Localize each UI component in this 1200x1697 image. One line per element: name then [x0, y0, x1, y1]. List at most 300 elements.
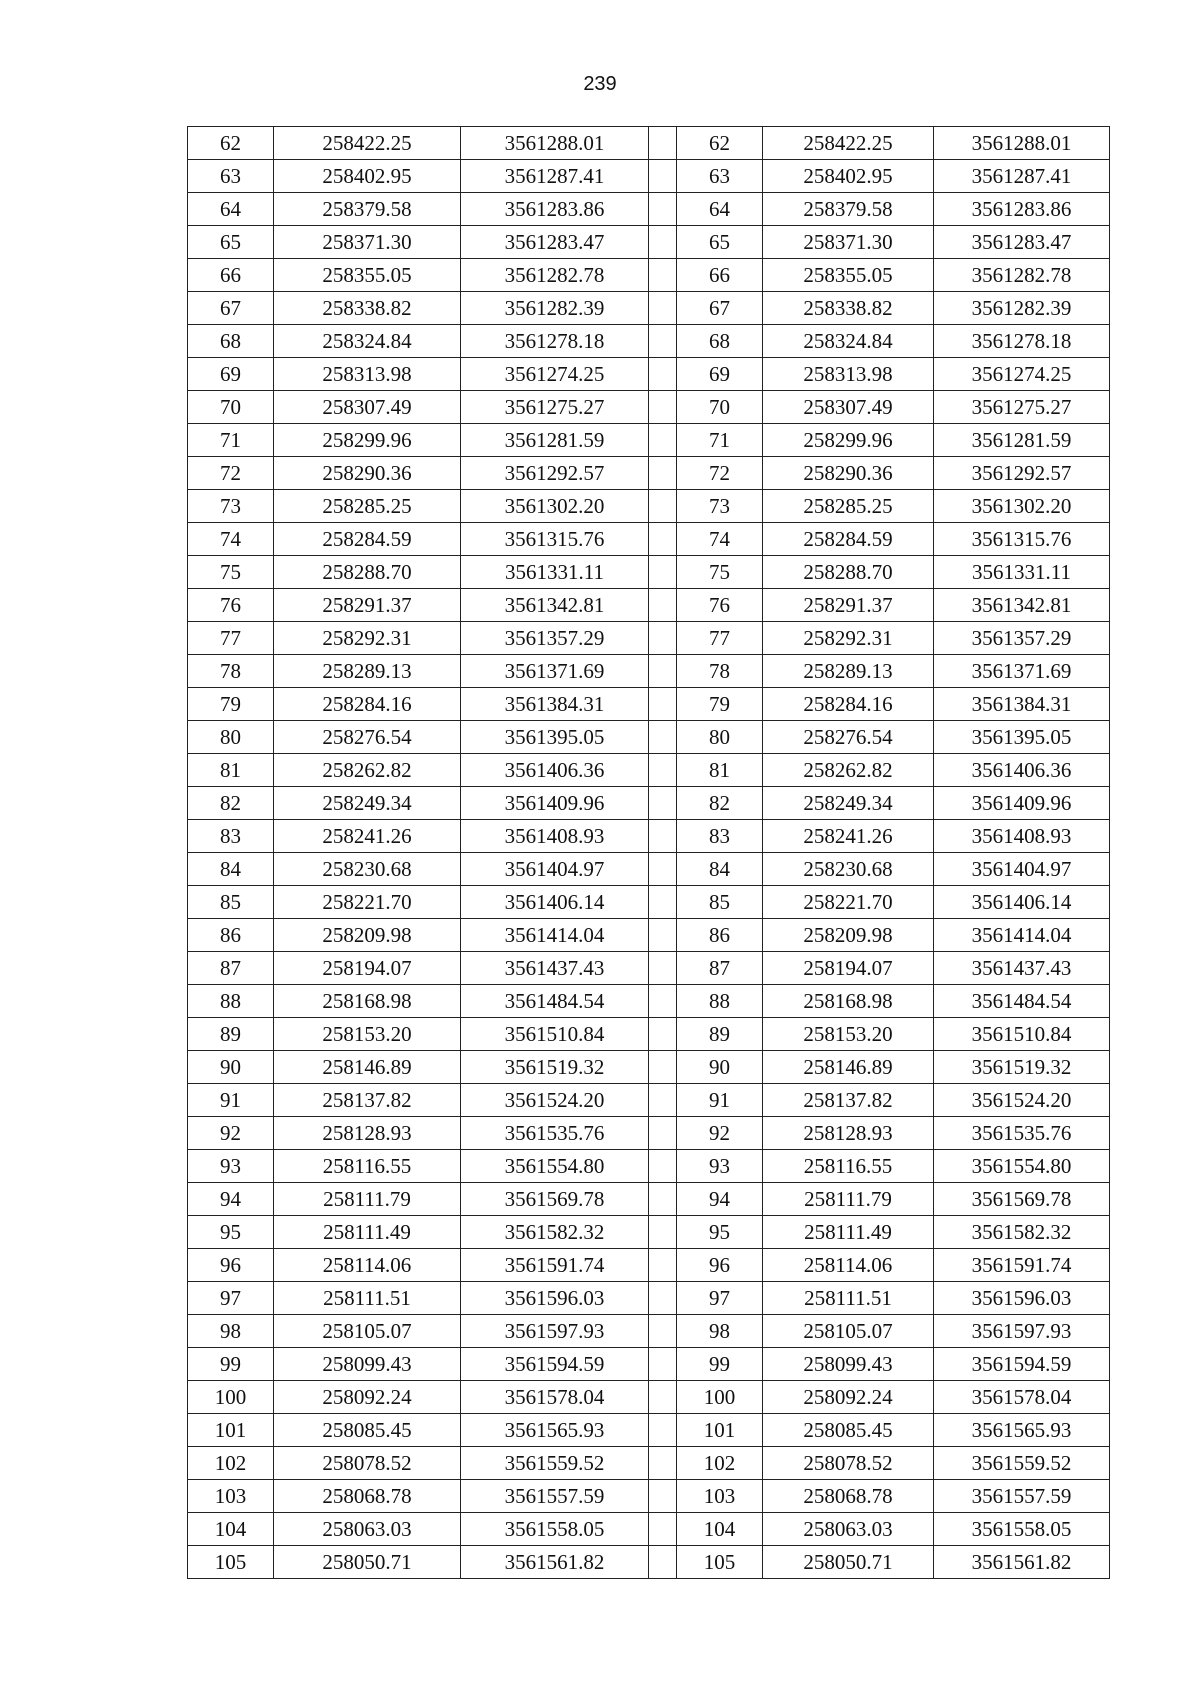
cell-right-x: 258284.16	[763, 688, 934, 721]
cell-left-no: 104	[188, 1513, 274, 1546]
table-row	[188, 655, 1110, 688]
table-row	[188, 1117, 1110, 1150]
cell-gap	[649, 457, 677, 490]
cell-right-no: 67	[677, 292, 763, 325]
cell-right-x: 258355.05	[763, 259, 934, 292]
cell-left-x: 258299.96	[274, 424, 461, 457]
table-row	[188, 259, 1110, 292]
cell-right-no: 99	[677, 1348, 763, 1381]
cell-left-y: 3561315.76	[461, 523, 649, 556]
cell-right-no: 83	[677, 820, 763, 853]
cell-left-y: 3561524.20	[461, 1084, 649, 1117]
cell-gap	[649, 358, 677, 391]
cell-left-no: 64	[188, 193, 274, 226]
cell-left-no: 70	[188, 391, 274, 424]
cell-left-x: 258371.30	[274, 226, 461, 259]
cell-right-x: 258194.07	[763, 952, 934, 985]
table-row	[188, 490, 1110, 523]
cell-right-y: 3561302.20	[934, 490, 1110, 523]
cell-left-x: 258111.49	[274, 1216, 461, 1249]
cell-left-y: 3561406.36	[461, 754, 649, 787]
cell-gap	[649, 886, 677, 919]
cell-left-x: 258137.82	[274, 1084, 461, 1117]
cell-gap	[649, 1249, 677, 1282]
cell-left-no: 96	[188, 1249, 274, 1282]
cell-gap	[649, 259, 677, 292]
cell-right-y: 3561519.32	[934, 1051, 1110, 1084]
cell-left-no: 102	[188, 1447, 274, 1480]
cell-right-y: 3561484.54	[934, 985, 1110, 1018]
cell-left-y: 3561302.20	[461, 490, 649, 523]
cell-left-x: 258092.24	[274, 1381, 461, 1414]
cell-left-x: 258284.16	[274, 688, 461, 721]
cell-right-y: 3561274.25	[934, 358, 1110, 391]
cell-left-y: 3561437.43	[461, 952, 649, 985]
cell-left-no: 72	[188, 457, 274, 490]
cell-right-x: 258116.55	[763, 1150, 934, 1183]
cell-left-y: 3561569.78	[461, 1183, 649, 1216]
cell-right-no: 72	[677, 457, 763, 490]
table-row	[188, 1249, 1110, 1282]
cell-right-y: 3561557.59	[934, 1480, 1110, 1513]
cell-left-x: 258063.03	[274, 1513, 461, 1546]
cell-left-x: 258116.55	[274, 1150, 461, 1183]
cell-right-y: 3561561.82	[934, 1546, 1110, 1579]
cell-left-y: 3561384.31	[461, 688, 649, 721]
cell-right-no: 84	[677, 853, 763, 886]
cell-right-no: 71	[677, 424, 763, 457]
cell-left-y: 3561596.03	[461, 1282, 649, 1315]
cell-left-y: 3561274.25	[461, 358, 649, 391]
cell-right-x: 258285.25	[763, 490, 934, 523]
cell-left-no: 76	[188, 589, 274, 622]
cell-right-no: 78	[677, 655, 763, 688]
cell-right-y: 3561594.59	[934, 1348, 1110, 1381]
cell-right-y: 3561283.47	[934, 226, 1110, 259]
cell-left-x: 258288.70	[274, 556, 461, 589]
cell-left-no: 89	[188, 1018, 274, 1051]
cell-right-x: 258063.03	[763, 1513, 934, 1546]
cell-left-no: 81	[188, 754, 274, 787]
table-row	[188, 886, 1110, 919]
cell-left-x: 258379.58	[274, 193, 461, 226]
table-row	[188, 721, 1110, 754]
table-row	[188, 358, 1110, 391]
table-row	[188, 952, 1110, 985]
cell-right-x: 258289.13	[763, 655, 934, 688]
cell-gap	[649, 193, 677, 226]
cell-left-no: 101	[188, 1414, 274, 1447]
cell-right-x: 258105.07	[763, 1315, 934, 1348]
cell-gap	[649, 952, 677, 985]
cell-right-x: 258288.70	[763, 556, 934, 589]
cell-right-x: 258111.51	[763, 1282, 934, 1315]
cell-gap	[649, 160, 677, 193]
cell-right-x: 258284.59	[763, 523, 934, 556]
cell-left-no: 99	[188, 1348, 274, 1381]
cell-left-x: 258230.68	[274, 853, 461, 886]
table-row	[188, 1282, 1110, 1315]
cell-left-x: 258313.98	[274, 358, 461, 391]
cell-right-y: 3561404.97	[934, 853, 1110, 886]
cell-left-y: 3561408.93	[461, 820, 649, 853]
cell-right-x: 258402.95	[763, 160, 934, 193]
cell-right-y: 3561578.04	[934, 1381, 1110, 1414]
cell-left-no: 83	[188, 820, 274, 853]
cell-gap	[649, 853, 677, 886]
cell-left-x: 258111.51	[274, 1282, 461, 1315]
cell-right-x: 258168.98	[763, 985, 934, 1018]
cell-left-y: 3561288.01	[461, 127, 649, 160]
cell-right-y: 3561437.43	[934, 952, 1110, 985]
cell-left-x: 258128.93	[274, 1117, 461, 1150]
cell-right-y: 3561406.14	[934, 886, 1110, 919]
cell-right-no: 97	[677, 1282, 763, 1315]
cell-left-x: 258050.71	[274, 1546, 461, 1579]
cell-gap	[649, 1051, 677, 1084]
cell-gap	[649, 1183, 677, 1216]
cell-left-y: 3561591.74	[461, 1249, 649, 1282]
cell-left-x: 258099.43	[274, 1348, 461, 1381]
cell-left-no: 100	[188, 1381, 274, 1414]
cell-right-no: 89	[677, 1018, 763, 1051]
cell-left-x: 258422.25	[274, 127, 461, 160]
cell-right-y: 3561524.20	[934, 1084, 1110, 1117]
cell-right-y: 3561597.93	[934, 1315, 1110, 1348]
cell-left-y: 3561282.78	[461, 259, 649, 292]
cell-left-x: 258249.34	[274, 787, 461, 820]
cell-left-y: 3561554.80	[461, 1150, 649, 1183]
cell-right-no: 69	[677, 358, 763, 391]
cell-right-no: 77	[677, 622, 763, 655]
cell-left-y: 3561283.86	[461, 193, 649, 226]
table-row	[188, 391, 1110, 424]
cell-left-y: 3561371.69	[461, 655, 649, 688]
cell-left-y: 3561395.05	[461, 721, 649, 754]
cell-left-no: 63	[188, 160, 274, 193]
cell-left-x: 258292.31	[274, 622, 461, 655]
cell-right-no: 66	[677, 259, 763, 292]
cell-right-no: 76	[677, 589, 763, 622]
table-row	[188, 1447, 1110, 1480]
cell-right-no: 95	[677, 1216, 763, 1249]
cell-right-no: 86	[677, 919, 763, 952]
cell-right-y: 3561282.39	[934, 292, 1110, 325]
cell-right-x: 258249.34	[763, 787, 934, 820]
table-row	[188, 1513, 1110, 1546]
cell-gap	[649, 589, 677, 622]
cell-right-no: 87	[677, 952, 763, 985]
cell-right-no: 80	[677, 721, 763, 754]
cell-right-y: 3561342.81	[934, 589, 1110, 622]
cell-right-y: 3561554.80	[934, 1150, 1110, 1183]
cell-right-x: 258111.49	[763, 1216, 934, 1249]
table-row	[188, 523, 1110, 556]
cell-left-no: 82	[188, 787, 274, 820]
cell-right-x: 258307.49	[763, 391, 934, 424]
cell-left-y: 3561275.27	[461, 391, 649, 424]
cell-left-x: 258078.52	[274, 1447, 461, 1480]
cell-right-y: 3561558.05	[934, 1513, 1110, 1546]
cell-right-no: 75	[677, 556, 763, 589]
cell-left-y: 3561558.05	[461, 1513, 649, 1546]
cell-right-x: 258128.93	[763, 1117, 934, 1150]
cell-gap	[649, 1546, 677, 1579]
cell-left-x: 258194.07	[274, 952, 461, 985]
cell-left-y: 3561559.52	[461, 1447, 649, 1480]
table-row	[188, 1381, 1110, 1414]
cell-left-y: 3561287.41	[461, 160, 649, 193]
cell-gap	[649, 1381, 677, 1414]
cell-left-x: 258068.78	[274, 1480, 461, 1513]
cell-left-x: 258241.26	[274, 820, 461, 853]
cell-right-x: 258291.37	[763, 589, 934, 622]
cell-gap	[649, 1513, 677, 1546]
cell-gap	[649, 1414, 677, 1447]
coordinates-table-body	[188, 127, 1110, 1579]
table-row	[188, 424, 1110, 457]
table-row	[188, 919, 1110, 952]
cell-right-y: 3561281.59	[934, 424, 1110, 457]
table-row	[188, 1084, 1110, 1117]
cell-right-no: 73	[677, 490, 763, 523]
cell-right-x: 258111.79	[763, 1183, 934, 1216]
table-row	[188, 457, 1110, 490]
cell-right-y: 3561414.04	[934, 919, 1110, 952]
table-row	[188, 193, 1110, 226]
cell-right-y: 3561569.78	[934, 1183, 1110, 1216]
cell-right-no: 94	[677, 1183, 763, 1216]
cell-right-no: 79	[677, 688, 763, 721]
table-row	[188, 325, 1110, 358]
cell-left-no: 92	[188, 1117, 274, 1150]
cell-left-y: 3561597.93	[461, 1315, 649, 1348]
cell-right-no: 96	[677, 1249, 763, 1282]
cell-right-y: 3561384.31	[934, 688, 1110, 721]
cell-gap	[649, 919, 677, 952]
cell-gap	[649, 688, 677, 721]
cell-right-y: 3561287.41	[934, 160, 1110, 193]
cell-left-y: 3561582.32	[461, 1216, 649, 1249]
cell-left-x: 258168.98	[274, 985, 461, 1018]
cell-left-y: 3561404.97	[461, 853, 649, 886]
cell-right-y: 3561371.69	[934, 655, 1110, 688]
cell-left-y: 3561535.76	[461, 1117, 649, 1150]
cell-gap	[649, 1018, 677, 1051]
cell-right-x: 258276.54	[763, 721, 934, 754]
cell-right-no: 93	[677, 1150, 763, 1183]
cell-left-y: 3561484.54	[461, 985, 649, 1018]
cell-left-y: 3561409.96	[461, 787, 649, 820]
cell-left-y: 3561278.18	[461, 325, 649, 358]
cell-left-y: 3561357.29	[461, 622, 649, 655]
table-row	[188, 1546, 1110, 1579]
cell-gap	[649, 1348, 677, 1381]
cell-left-y: 3561557.59	[461, 1480, 649, 1513]
cell-right-x: 258379.58	[763, 193, 934, 226]
table-row	[188, 1480, 1110, 1513]
cell-left-no: 97	[188, 1282, 274, 1315]
cell-right-y: 3561278.18	[934, 325, 1110, 358]
cell-left-x: 258291.37	[274, 589, 461, 622]
cell-right-x: 258262.82	[763, 754, 934, 787]
cell-left-x: 258307.49	[274, 391, 461, 424]
cell-left-y: 3561578.04	[461, 1381, 649, 1414]
cell-gap	[649, 490, 677, 523]
cell-left-x: 258285.25	[274, 490, 461, 523]
cell-right-x: 258230.68	[763, 853, 934, 886]
cell-right-x: 258290.36	[763, 457, 934, 490]
cell-gap	[649, 985, 677, 1018]
cell-right-y: 3561406.36	[934, 754, 1110, 787]
cell-left-y: 3561510.84	[461, 1018, 649, 1051]
table-row	[188, 1183, 1110, 1216]
cell-right-y: 3561315.76	[934, 523, 1110, 556]
table-row	[188, 292, 1110, 325]
cell-right-x: 258299.96	[763, 424, 934, 457]
cell-left-x: 258338.82	[274, 292, 461, 325]
table-row	[188, 1051, 1110, 1084]
cell-gap	[649, 424, 677, 457]
cell-gap	[649, 1447, 677, 1480]
cell-left-no: 74	[188, 523, 274, 556]
cell-right-x: 258338.82	[763, 292, 934, 325]
table-row	[188, 787, 1110, 820]
cell-left-y: 3561565.93	[461, 1414, 649, 1447]
cell-left-y: 3561282.39	[461, 292, 649, 325]
cell-left-no: 77	[188, 622, 274, 655]
cell-right-x: 258221.70	[763, 886, 934, 919]
cell-left-y: 3561594.59	[461, 1348, 649, 1381]
cell-gap	[649, 391, 677, 424]
cell-gap	[649, 1315, 677, 1348]
cell-left-no: 67	[188, 292, 274, 325]
cell-right-x: 258209.98	[763, 919, 934, 952]
cell-left-no: 79	[188, 688, 274, 721]
cell-gap	[649, 655, 677, 688]
cell-left-no: 86	[188, 919, 274, 952]
cell-right-y: 3561409.96	[934, 787, 1110, 820]
cell-left-no: 78	[188, 655, 274, 688]
cell-right-no: 90	[677, 1051, 763, 1084]
cell-right-y: 3561283.86	[934, 193, 1110, 226]
cell-left-no: 105	[188, 1546, 274, 1579]
cell-left-x: 258290.36	[274, 457, 461, 490]
cell-right-x: 258371.30	[763, 226, 934, 259]
cell-right-x: 258137.82	[763, 1084, 934, 1117]
cell-right-y: 3561275.27	[934, 391, 1110, 424]
cell-right-y: 3561331.11	[934, 556, 1110, 589]
cell-left-no: 80	[188, 721, 274, 754]
cell-left-no: 85	[188, 886, 274, 919]
cell-right-y: 3561395.05	[934, 721, 1110, 754]
table-row	[188, 1348, 1110, 1381]
cell-left-x: 258114.06	[274, 1249, 461, 1282]
cell-left-no: 75	[188, 556, 274, 589]
cell-left-no: 91	[188, 1084, 274, 1117]
coordinates-table	[187, 126, 1110, 1579]
cell-right-x: 258324.84	[763, 325, 934, 358]
cell-left-x: 258355.05	[274, 259, 461, 292]
cell-left-no: 98	[188, 1315, 274, 1348]
cell-left-y: 3561281.59	[461, 424, 649, 457]
table-row	[188, 127, 1110, 160]
cell-right-no: 102	[677, 1447, 763, 1480]
cell-gap	[649, 226, 677, 259]
cell-right-no: 62	[677, 127, 763, 160]
cell-right-no: 85	[677, 886, 763, 919]
cell-gap	[649, 1150, 677, 1183]
cell-right-x: 258114.06	[763, 1249, 934, 1282]
table-row	[188, 985, 1110, 1018]
cell-right-x: 258422.25	[763, 127, 934, 160]
cell-right-y: 3561582.32	[934, 1216, 1110, 1249]
cell-right-x: 258313.98	[763, 358, 934, 391]
page-number: 239	[583, 73, 617, 95]
cell-right-x: 258153.20	[763, 1018, 934, 1051]
table-row	[188, 1315, 1110, 1348]
cell-left-x: 258105.07	[274, 1315, 461, 1348]
cell-left-y: 3561406.14	[461, 886, 649, 919]
cell-left-x: 258402.95	[274, 160, 461, 193]
cell-right-x: 258146.89	[763, 1051, 934, 1084]
cell-right-x: 258292.31	[763, 622, 934, 655]
cell-left-x: 258209.98	[274, 919, 461, 952]
cell-gap	[649, 622, 677, 655]
table-row	[188, 853, 1110, 886]
cell-right-no: 74	[677, 523, 763, 556]
cell-right-no: 104	[677, 1513, 763, 1546]
table-row	[188, 226, 1110, 259]
cell-right-y: 3561408.93	[934, 820, 1110, 853]
cell-gap	[649, 325, 677, 358]
cell-gap	[649, 1216, 677, 1249]
cell-left-y: 3561331.11	[461, 556, 649, 589]
cell-right-x: 258099.43	[763, 1348, 934, 1381]
cell-gap	[649, 523, 677, 556]
table-row	[188, 688, 1110, 721]
cell-right-x: 258241.26	[763, 820, 934, 853]
cell-left-no: 71	[188, 424, 274, 457]
cell-gap	[649, 1282, 677, 1315]
cell-right-x: 258050.71	[763, 1546, 934, 1579]
cell-gap	[649, 1084, 677, 1117]
cell-gap	[649, 127, 677, 160]
cell-left-x: 258324.84	[274, 325, 461, 358]
cell-right-y: 3561591.74	[934, 1249, 1110, 1282]
cell-left-x: 258153.20	[274, 1018, 461, 1051]
cell-left-y: 3561561.82	[461, 1546, 649, 1579]
cell-left-x: 258262.82	[274, 754, 461, 787]
cell-left-no: 87	[188, 952, 274, 985]
cell-gap	[649, 721, 677, 754]
cell-left-y: 3561342.81	[461, 589, 649, 622]
cell-left-x: 258221.70	[274, 886, 461, 919]
cell-gap	[649, 556, 677, 589]
cell-right-x: 258085.45	[763, 1414, 934, 1447]
cell-right-y: 3561510.84	[934, 1018, 1110, 1051]
table-row	[188, 1216, 1110, 1249]
table-row	[188, 589, 1110, 622]
cell-right-no: 70	[677, 391, 763, 424]
cell-left-no: 69	[188, 358, 274, 391]
cell-left-y: 3561414.04	[461, 919, 649, 952]
cell-right-no: 63	[677, 160, 763, 193]
cell-left-no: 95	[188, 1216, 274, 1249]
cell-right-no: 91	[677, 1084, 763, 1117]
cell-right-y: 3561288.01	[934, 127, 1110, 160]
cell-left-x: 258111.79	[274, 1183, 461, 1216]
